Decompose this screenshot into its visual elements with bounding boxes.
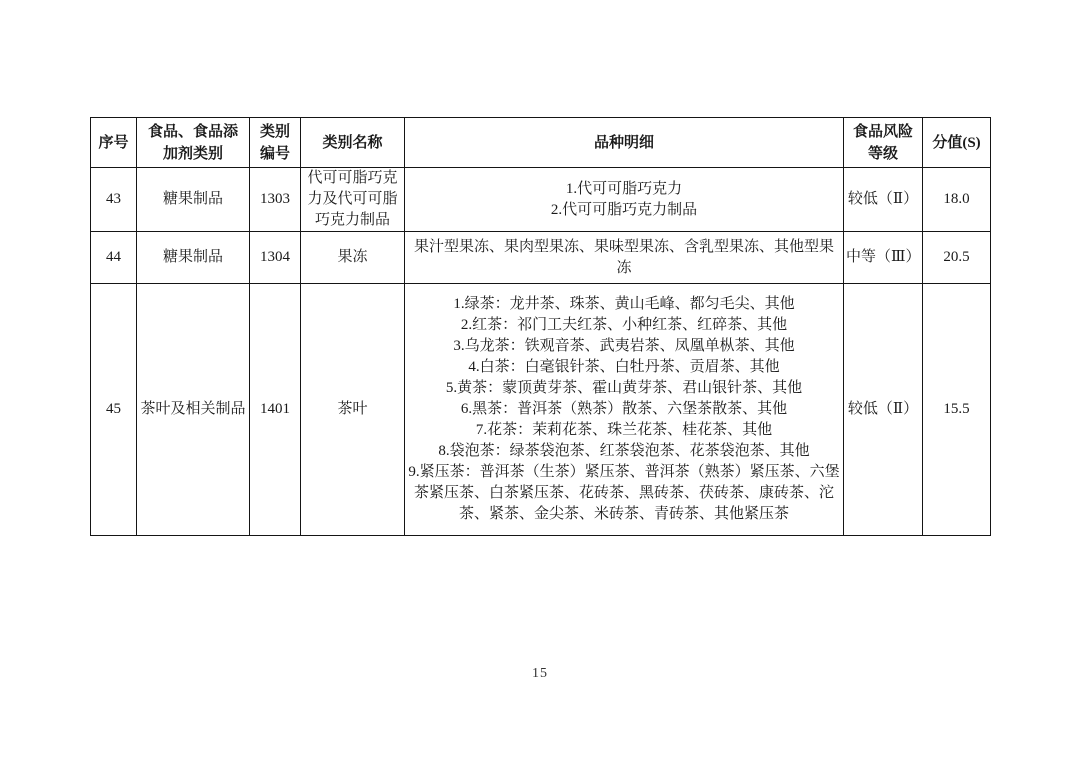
header-risk: 食品风险等级 <box>844 118 923 168</box>
food-risk-table <box>90 117 991 536</box>
cell-name: 代可可脂巧克力及代可可脂巧克力制品 <box>301 168 405 232</box>
cell-name: 果冻 <box>301 232 405 284</box>
cell-category: 糖果制品 <box>137 168 250 232</box>
detail-line: 果汁型果冻、果肉型果冻、果味型果冻、含乳型果冻、其他型果冻 <box>413 238 834 276</box>
detail-line: 5.黄茶：蒙顶黄芽茶、霍山黄芽茶、君山银针茶、其他 <box>445 380 803 396</box>
detail-line: 3.乌龙茶：铁观音茶、武夷岩茶、凤凰单枞茶、其他 <box>453 338 795 354</box>
cell-details <box>405 168 844 232</box>
cell-details <box>405 284 844 536</box>
detail-line: 8.袋泡茶：绿茶袋泡茶、红茶袋泡茶、花茶袋泡茶、其他 <box>438 443 810 459</box>
cell-name: 茶叶 <box>301 284 405 536</box>
cell-seq: 44 <box>91 232 137 284</box>
cell-details <box>405 232 844 284</box>
cell-risk: 中等（Ⅲ） <box>844 232 923 284</box>
detail-line: 1.代可可脂巧克力 <box>565 180 683 197</box>
detail-line: 7.花茶：茉莉花茶、珠兰花茶、桂花茶、其他 <box>475 422 773 438</box>
cell-risk: 较低（Ⅱ） <box>844 168 923 232</box>
cell-category: 茶叶及相关制品 <box>137 284 250 536</box>
detail-line: 4.白茶：白毫银针茶、白牡丹茶、贡眉茶、其他 <box>468 359 780 375</box>
header-category: 食品、食品添加剂类别 <box>137 118 250 168</box>
detail-line: 2.代可可脂巧克力制品 <box>550 201 698 218</box>
cell-category: 糖果制品 <box>137 232 250 284</box>
header-score: 分值(S) <box>923 118 991 168</box>
cell-score: 20.5 <box>923 232 991 284</box>
cell-seq: 43 <box>91 168 137 232</box>
header-name: 类别名称 <box>301 118 405 168</box>
detail-line: 9.紧压茶：普洱茶（生茶）紧压茶、普洱茶（熟茶）紧压茶、六堡茶紧压茶、白茶紧压茶、花砖茶、黑砖茶、茯砖茶、康砖茶、沱茶、紧茶、金尖茶、米砖茶、青砖茶、其他紧压茶 <box>408 464 840 522</box>
cell-risk: 较低（Ⅱ） <box>844 284 923 536</box>
header-code: 类别编号 <box>250 118 301 168</box>
cell-score: 18.0 <box>923 168 991 232</box>
header-seq: 序号 <box>91 118 137 168</box>
table-row <box>91 284 991 536</box>
header-details: 品种明细 <box>405 118 844 168</box>
page-number: 15 <box>532 666 548 681</box>
detail-line: 2.红茶：祁门工夫红茶、小种红茶、红碎茶、其他 <box>460 317 788 333</box>
detail-line: 1.绿茶：龙井茶、珠茶、黄山毛峰、都匀毛尖、其他 <box>453 296 795 312</box>
cell-seq: 45 <box>91 284 137 536</box>
table-row <box>91 168 991 232</box>
table-header-row <box>91 118 991 168</box>
cell-score: 15.5 <box>923 284 991 536</box>
detail-line: 6.黑茶：普洱茶（熟茶）散茶、六堡茶散茶、其他 <box>460 401 788 417</box>
table-row <box>91 232 991 284</box>
cell-code: 1401 <box>250 284 301 536</box>
cell-code: 1304 <box>250 232 301 284</box>
cell-code: 1303 <box>250 168 301 232</box>
